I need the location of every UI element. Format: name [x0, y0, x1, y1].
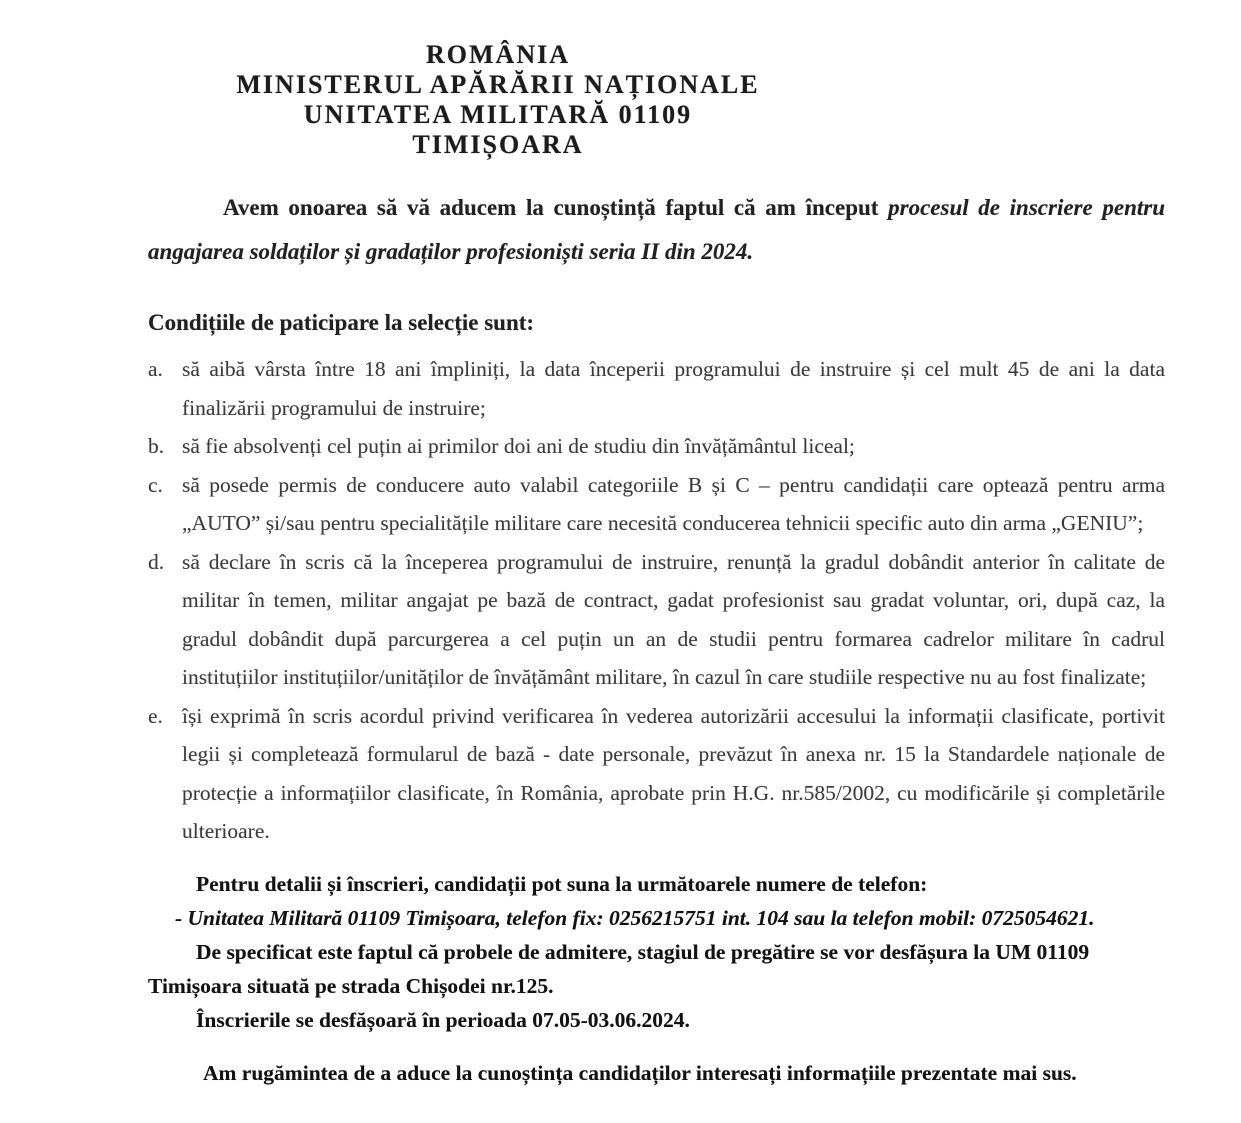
header-ministry: MINISTERUL APĂRĂRII NAȚIONALE — [236, 70, 760, 99]
list-item-b — [148, 427, 1165, 466]
admission-info-line: De specificat este faptul că probele de admitere, stagiul de pregătire se vor desfășura la UM 01109 — [196, 939, 1090, 964]
enrollment-period-line: Înscrierile se desfășoară în perioada 07.05-03.06.2024. — [196, 1007, 690, 1032]
contact-phone-line: - Unitatea Militară 01109 Timișoara, telefon fix: 0256215751 int. 104 sau la telefon mobil: 0725054621. — [175, 905, 1095, 930]
bottom-cutoff-line: Am rugămintea de a aduce la cunoștința candidaților interesați informațiile prezentate mai sus. — [203, 1060, 1077, 1085]
list-item-a — [148, 350, 1165, 427]
list-item-letter: b. — [148, 434, 165, 458]
conditions-heading: Condițiile de paticipare la selecție sunt: — [148, 310, 535, 335]
admission-address-line: Timișoara situată pe strada Chișodei nr.125. — [148, 973, 554, 998]
intro-text-italic: procesul de inscriere pentru angajarea soldaților și gradaților profesioniști seria II din 2024. — [148, 195, 1166, 264]
list-item-text: să posede permis de conducere auto valabil categoriile B și C – pentru candidații care optează pentru arma „AUTO” și/sau pentru specialitățile militare care necesită conducerea tehnicii specific auto din arma „GENIU”; — [182, 472, 1165, 535]
list-item-letter: a. — [148, 357, 163, 381]
header-city: TIMIȘOARA — [412, 130, 584, 159]
contact-block — [148, 867, 1165, 1085]
header-country: ROMÂNIA — [426, 40, 570, 69]
list-item-letter: d. — [148, 549, 165, 574]
contact-details-line: Pentru detalii și înscrieri, candidații pot suna la următoarele numere de telefon: — [196, 871, 928, 896]
header-military-unit: UNITATEA MILITARĂ 01109 — [303, 100, 693, 129]
document-header — [198, 40, 798, 160]
list-item-text: să aibă vârsta între 18 ani împliniți, la data începerii programului de instruire și cel mult 45 de ani la data finalizării programului de instruire; — [182, 357, 1165, 420]
list-item-c — [148, 466, 1165, 543]
list-item-text: să fie absolvenți cel puțin ai primilor doi ani de studiu din învățământul liceal; — [182, 434, 855, 458]
list-item-letter: e. — [148, 703, 163, 728]
intro-paragraph — [148, 186, 1165, 274]
conditions-list — [148, 350, 1165, 851]
list-item-e — [148, 697, 1165, 851]
list-item-text: își exprimă în scris acordul privind verificarea în vederea autorizării accesului la informații clasificate, portivit legii și completează formularul de bază - date personale, prevăzut în anexa nr. 15 la Standardele naționale de protecție a informațiilor clasificate, în România, aprobate prin H.G. nr.585/2002, cu modificările și completările ulterioare. — [182, 703, 1165, 843]
list-item-d — [148, 543, 1165, 697]
list-item-text: să declare în scris că la începerea programului de instruire, renunță la gradul dobândit anterior în calitate de militar în temen, militar angajat pe bază de contract, gadat profesionist sau gradat voluntar, ori, după caz, la gradul dobândit după parcurgerea a cel puțin un an de studii pentru formarea cadrelor militare în cadrul instituțiilor instituțiilor/unităților de învățământ militare, în cazul în care studiile respective nu au fost finalizate; — [182, 549, 1165, 689]
list-item-letter: c. — [148, 472, 163, 497]
intro-text-normal: Avem onoarea să vă aducem la cunoștință faptul că am început — [223, 195, 889, 220]
